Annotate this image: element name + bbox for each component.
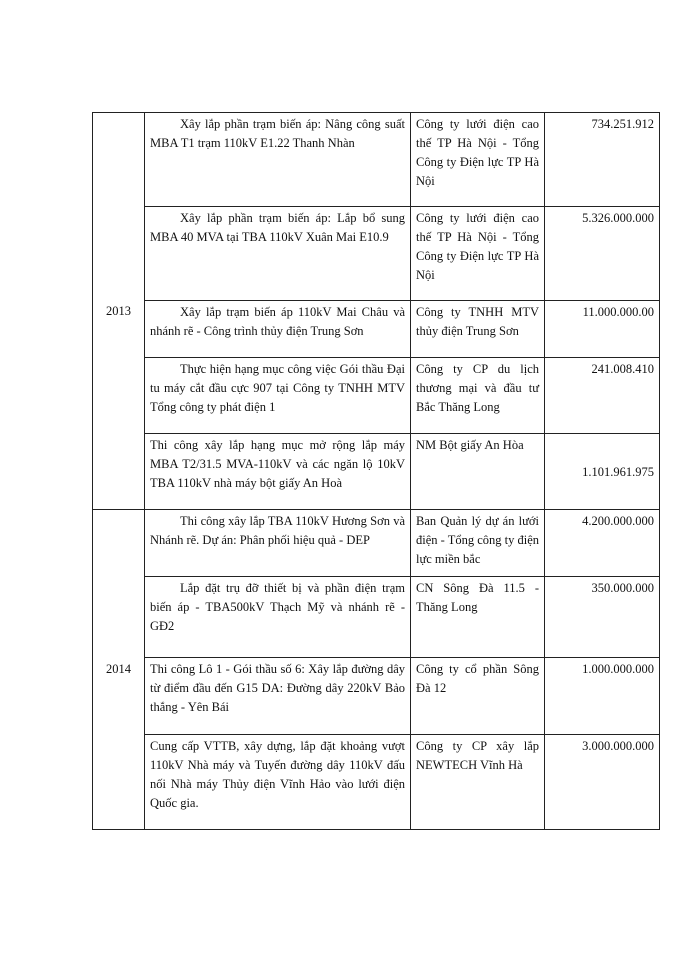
value-cell: 241.008.410 [545, 358, 660, 434]
description-cell: Thi công Lô 1 - Gói thầu số 6: Xây lắp đường dây từ điểm đầu đến G15 DA: Đường dây 220kV Bảo thắng - Yên Bái [145, 658, 411, 735]
contracts-table [92, 112, 660, 830]
value-cell: 5.326.000.000 [545, 207, 660, 301]
year-cell: 2014 [93, 510, 145, 830]
description-cell: Lắp đặt trụ đỡ thiết bị và phần điện trạm biến áp - TBA500kV Thạch Mỹ và nhánh rẽ - GĐ2 [145, 577, 411, 658]
customer-cell: Công ty CP du lịch thương mại và đầu tư Bắc Thăng Long [411, 358, 545, 434]
year-cell: 2013 [93, 113, 145, 510]
value-cell: 1.000.000.000 [545, 658, 660, 735]
value-cell: 350.000.000 [545, 577, 660, 658]
description-cell: Xây lắp phần trạm biến áp: Lắp bổ sung MBA 40 MVA tại TBA 110kV Xuân Mai E10.9 [145, 207, 411, 301]
table-row [93, 658, 660, 735]
value-cell: 3.000.000.000 [545, 735, 660, 830]
customer-cell: Công ty TNHH MTV thủy điện Trung Sơn [411, 301, 545, 358]
table-row [93, 358, 660, 434]
description-cell: Thực hiện hạng mục công việc Gói thầu Đại tu máy cắt đầu cực 907 tại Công ty TNHH MTV Tổng công ty phát điện 1 [145, 358, 411, 434]
table-row [93, 207, 660, 301]
customer-cell: Công ty lưới điện cao thế TP Hà Nội - Tổng Công ty Điện lực TP Hà Nội [411, 113, 545, 207]
customer-cell: Công ty cổ phần Sông Đà 12 [411, 658, 545, 735]
description-cell: Thi công xây lắp TBA 110kV Hương Sơn và Nhánh rẽ. Dự án: Phân phối hiệu quả - DEP [145, 510, 411, 577]
description-cell: Cung cấp VTTB, xây dựng, lắp đặt khoảng vượt 110kV Nhà máy và Tuyến đường dây 110kV đấu nối Nhà máy Thủy điện Vĩnh Hảo vào lưới điện Quốc gia. [145, 735, 411, 830]
customer-cell: Công ty CP xây lắp NEWTECH Vĩnh Hà [411, 735, 545, 830]
customer-cell: NM Bột giấy An Hòa [411, 434, 545, 510]
value-cell: 1.101.961.975 [545, 434, 660, 510]
description-cell: Thi công xây lắp hạng mục mở rộng lắp máy MBA T2/31.5 MVA-110kV và các ngăn lộ 10kV TBA 110kV nhà máy bột giấy An Hoà [145, 434, 411, 510]
value-cell: 4.200.000.000 [545, 510, 660, 577]
customer-cell: CN Sông Đà 11.5 - Thăng Long [411, 577, 545, 658]
table-row [93, 577, 660, 658]
description-cell: Xây lắp phần trạm biến áp: Nâng công suất MBA T1 trạm 110kV E1.22 Thanh Nhàn [145, 113, 411, 207]
value-cell: 11.000.000.00 [545, 301, 660, 358]
customer-cell: Ban Quản lý dự án lưới điện - Tổng công ty điện lực miền bắc [411, 510, 545, 577]
customer-cell: Công ty lưới điện cao thế TP Hà Nội - Tổng Công ty Điện lực TP Hà Nội [411, 207, 545, 301]
table-row [93, 735, 660, 830]
value-cell: 734.251.912 [545, 113, 660, 207]
table-row [93, 510, 660, 577]
table-row [93, 301, 660, 358]
table-row [93, 434, 660, 510]
description-cell: Xây lắp trạm biến áp 110kV Mai Châu và nhánh rẽ - Công trình thủy điện Trung Sơn [145, 301, 411, 358]
table-row [93, 113, 660, 207]
